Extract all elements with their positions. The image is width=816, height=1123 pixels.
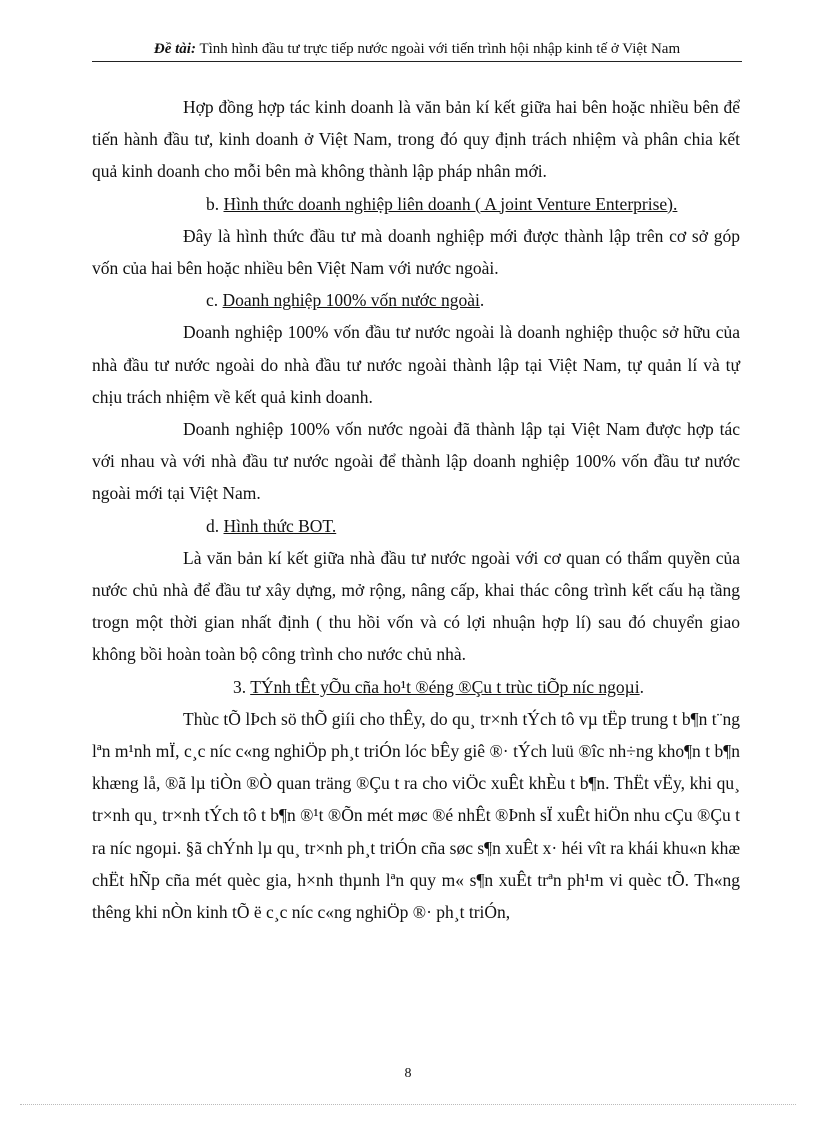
heading-b-number: b. bbox=[206, 193, 220, 214]
header-rule bbox=[92, 61, 742, 62]
paragraph-joint-venture: Đây là hình thức đầu tư mà doanh nghiệp mới được thành lập trên cơ sở góp vốn của hai bên hoặc nhiều bên Việt Nam với nước ngoài. bbox=[92, 225, 740, 279]
header-label: Đề tài: bbox=[153, 41, 196, 57]
heading-c-text: Doanh nghiệp 100% vốn nước ngoài bbox=[222, 290, 480, 311]
heading-d-number: d. bbox=[206, 515, 220, 536]
paragraph-bcc: Hợp đồng hợp tác kinh doanh là văn bản kí kết giữa hai bên hoặc nhiều bên để tiến hành đầu tư, kinh doanh ở Việt Nam, trong đó quy định trách nhiệm và phân chia kết quả kinh doanh cho mỗi bên mà không thành lập pháp nhân mới. bbox=[92, 97, 740, 182]
heading-3-after: . bbox=[639, 676, 644, 697]
heading-b bbox=[92, 188, 740, 220]
paragraph-foreign-owned-2: Doanh nghiệp 100% vốn nước ngoài đã thành lập tại Việt Nam được hợp tác với nhau và với nhà đầu tư nước ngoài để thành lập doanh nghiệp 100% vốn đầu tư nước ngoài mới tại Việt Nam. bbox=[92, 419, 740, 504]
heading-c bbox=[92, 284, 740, 316]
paragraph-foreign-owned: Doanh nghiệp 100% vốn đầu tư nước ngoài là doanh nghiệp thuộc sở hữu của nhà đầu tư nước ngoài do nhà đầu tư nước ngoài thành lập tại Việt Nam, tự quản lí và tự chịu trách nhiệm về kết quả kinh doanh. bbox=[92, 322, 740, 407]
page-number: 8 bbox=[404, 1066, 412, 1081]
heading-d bbox=[92, 510, 740, 542]
page-header bbox=[92, 38, 742, 62]
paragraph-necessity: Thùc tÕ lÞch sö thÕ giíi cho thÊy, do qu¸ tr×nh tÝch tô vµ tËp trung t b¶n t¨ng lªn m¹nh mÏ, c¸c níc c«ng nghiÖp ph¸t triÓn lóc bÊy giê ®· tÝch luü ®îc nh÷ng kho¶n t b¶n khæng lå, ®ã lµ tiÒn ®Ò quan träng ®Çu t ra cho viÖc xuÊt khÈu t b¶n. ThËt vËy, khi qu¸ tr×nh qu¸ tr×nh tÝch tô t b¶n ®¹t ®Õn mét møc ®é nhÊt ®Þnh sÏ xuÊt hiÖn nhu cÇu ®Çu t ra níc ngoµi. §ã chÝnh lµ qu¸ tr×nh ph¸t triÓn cña søc s¶n xuÊt x· héi vît ra khái khu«n khæ chËt hÑp cña mét quèc gia, h×nh thµnh lªn quy m« s¶n xuÊt trªn ph¹m vi quèc tÕ. Th«ng thêng khi nÒn kinh tÕ ë c¸c níc c«ng nghiÖp ®· ph¸t triÓn, bbox=[92, 708, 740, 923]
heading-3-number: 3. bbox=[233, 676, 247, 697]
heading-3-text: TÝnh tÊt yÕu cña ho¹t ®éng ®Çu t trùc tiÕp níc ngoµi bbox=[250, 676, 640, 697]
heading-c-after: . bbox=[479, 290, 485, 311]
heading-c-number: c. bbox=[206, 290, 219, 311]
page-bottom-divider bbox=[20, 1104, 796, 1105]
document-body bbox=[92, 91, 740, 928]
heading-d-text: Hình thức BOT. bbox=[223, 515, 337, 536]
header-title: Tình hình đầu tư trực tiếp nước ngoài với tiến trình hội nhập kinh tế ở Việt Nam bbox=[199, 41, 681, 57]
heading-3 bbox=[92, 671, 740, 703]
paragraph-bot: Là văn bản kí kết giữa nhà đầu tư nước ngoài với cơ quan có thẩm quyền của nước chủ nhà để đầu tư xây dựng, mở rộng, nâng cấp, khai thác công trình kết cấu hạ tầng trogn một thời gian nhất định ( thu hồi vốn và có lợi nhuận hợp lí) sau đó chuyển giao không bồi hoàn toàn bộ công trình cho nước chủ nhà. bbox=[92, 547, 740, 665]
heading-b-text: Hình thức doanh nghiệp liên doanh ( A joint Venture Enterprise). bbox=[223, 193, 678, 214]
